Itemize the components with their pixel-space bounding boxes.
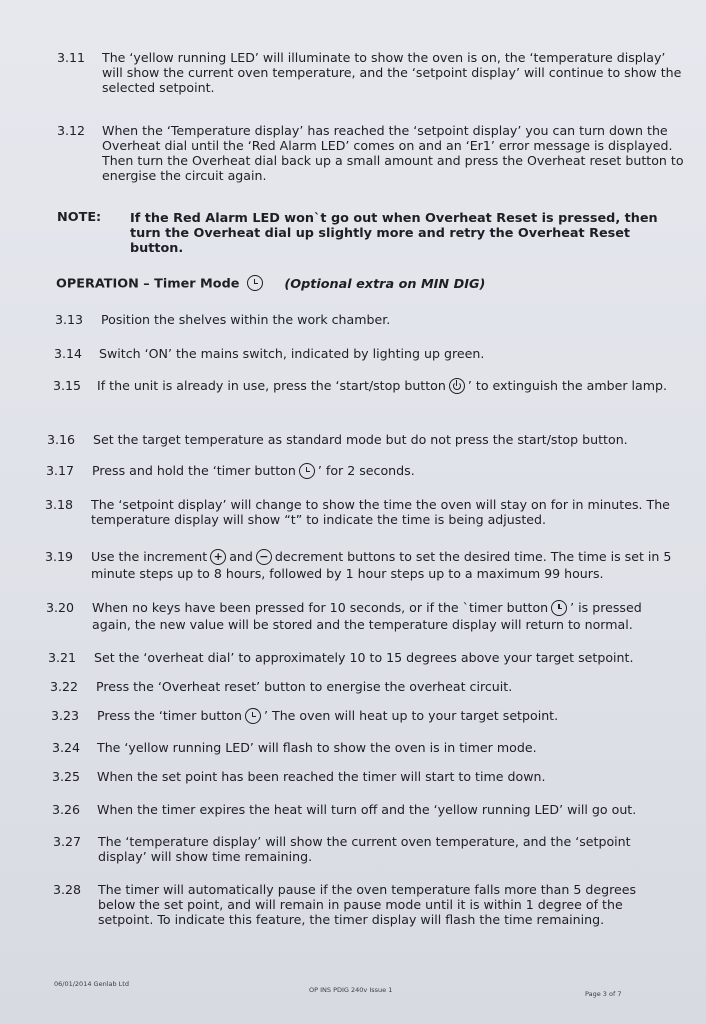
step-text: Press the ‘timer button ’ The oven will heat up to your target setpoint. <box>97 708 559 723</box>
step-number: 3.25 <box>52 769 81 784</box>
timer-icon <box>299 463 315 479</box>
minus-icon: − <box>256 549 272 565</box>
footer-date-company: 06/01/2014 Genlab Ltd <box>54 980 129 988</box>
step-number: 3.22 <box>50 679 79 694</box>
step-text: If the unit is already in use, press the ‘start/stop button ’ to extinguish the amber lamp. <box>97 378 668 393</box>
step-number: 3.20 <box>46 600 75 615</box>
step-text: The ‘temperature display’ will show the current oven temperature, and the ‘setpoint display’ will show time remaining. <box>98 834 631 864</box>
step-number: 3.24 <box>52 740 81 755</box>
step-text: The timer will automatically pause if the oven temperature falls more than 5 degrees below the set point, and will remain in pause mode until it is within 1 degree of the setpoint. To indicate this feature, the timer display will flash the time remaining. <box>98 882 637 927</box>
step-number: 3.21 <box>48 650 77 665</box>
step-number: 3.27 <box>53 834 82 849</box>
step-text: Set the ‘overheat dial’ to approximately 10 to 15 degrees above your target setpoint. <box>94 650 634 665</box>
step-text: Position the shelves within the work chamber. <box>101 312 391 327</box>
step-number: 3.16 <box>47 432 76 447</box>
step-text: When the set point has been reached the timer will start to time down. <box>97 769 546 784</box>
step-text: Switch ‘ON’ the mains switch, indicated by lighting up green. <box>99 346 485 361</box>
step-text: Use the increment + and − decrement buttons to set the desired time. The time is set in 5 minute steps up to 8 hours, followed by 1 hour steps up to a maximum 99 hours. <box>91 549 672 581</box>
paragraph-number: 3.11 <box>57 50 86 65</box>
step-number: 3.15 <box>53 378 82 393</box>
footer-page-number: Page 3 of 7 <box>585 990 622 998</box>
step-number: 3.17 <box>46 463 75 478</box>
step-text: Press the ‘Overheat reset’ button to energise the overheat circuit. <box>96 679 513 694</box>
step-text: Press and hold the ‘timer button ’ for 2 seconds. <box>92 463 415 478</box>
step-number: 3.28 <box>53 882 82 897</box>
step-text: When the timer expires the heat will turn off and the ‘yellow running LED’ will go out. <box>97 802 637 817</box>
plus-icon: + <box>210 549 226 565</box>
step-number: 3.19 <box>45 549 74 564</box>
timer-icon <box>551 600 567 616</box>
step-number: 3.14 <box>54 346 83 361</box>
step-number: 3.13 <box>55 312 84 327</box>
footer-doc-ref: OP INS PDIG 240v Issue 1 <box>309 986 393 994</box>
note-label: NOTE: <box>57 210 102 225</box>
step-text: When no keys have been pressed for 10 seconds, or if the `timer button ’ is pressed again, the new value will be stored and the temperature display will return to normal. <box>92 600 642 632</box>
section-heading <box>56 276 485 292</box>
step-text: The ‘setpoint display’ will change to show the time the oven will stay on for in minutes. The temperature display will show “t” to indicate the time is being adjusted. <box>91 497 670 527</box>
timer-icon <box>247 275 263 291</box>
paragraph-number: 3.12 <box>57 123 86 138</box>
step-text: The ‘yellow running LED’ will flash to show the oven is in timer mode. <box>97 740 537 755</box>
timer-icon <box>245 708 261 724</box>
step-number: 3.18 <box>45 497 74 512</box>
step-number: 3.23 <box>51 708 80 723</box>
note-text: If the Red Alarm LED won`t go out when Overheat Reset is pressed, then turn the Overheat dial up slightly more and retry the Overheat Reset button. <box>130 211 658 256</box>
section-title: OPERATION – Timer Mode <box>56 276 240 292</box>
paragraph-text: When the ‘Temperature display’ has reached the ‘setpoint display’ you can turn down the Overheat dial until the ‘Red Alarm LED’ comes on and an ‘Er1’ error message is displayed. Then turn the Overheat dial back up a small amount and press the Overheat reset button to energise the circuit again. <box>102 123 684 183</box>
step-number: 3.26 <box>52 802 81 817</box>
paragraph-text: The ‘yellow running LED’ will illuminate to show the oven is on, the ‘temperature display’ will show the current oven temperature, and the ‘setpoint display’ will continue to show the selected setpoint. <box>102 50 682 95</box>
power-icon <box>449 378 465 394</box>
step-text: Set the target temperature as standard mode but do not press the start/stop button. <box>93 432 628 447</box>
section-optional-note: (Optional extra on MIN DIG) <box>284 276 486 292</box>
